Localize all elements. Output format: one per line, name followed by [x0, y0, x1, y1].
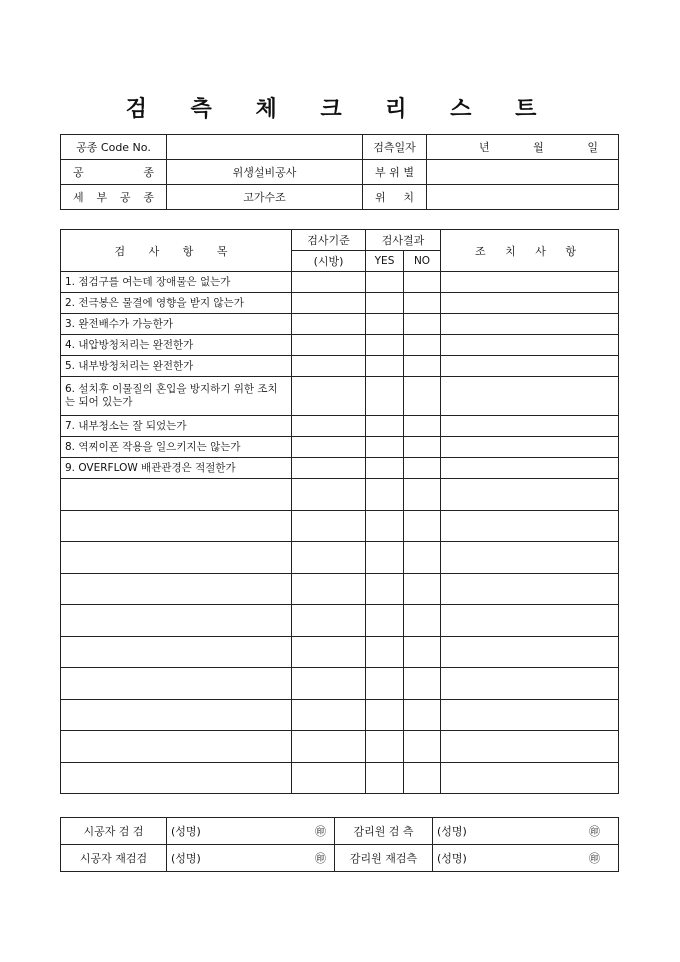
checklist-blank-row	[61, 510, 619, 542]
action-cell[interactable]	[441, 314, 619, 335]
standard-cell[interactable]	[292, 272, 366, 293]
yes-cell[interactable]	[366, 335, 404, 356]
checklist-item-text[interactable]	[61, 699, 292, 731]
no-cell[interactable]	[404, 699, 441, 731]
checklist-row	[61, 272, 619, 293]
part-value[interactable]	[427, 160, 619, 185]
checklist-item-text: 9. OVERFLOW 배관관경은 적절한가	[61, 458, 292, 479]
seal-icon: ㊞	[315, 852, 326, 865]
seal-icon: ㊞	[589, 852, 600, 865]
standard-cell[interactable]	[292, 762, 366, 794]
work-code-label: 공종 Code No.	[61, 135, 167, 160]
seal-icon: ㊞	[315, 825, 326, 838]
inspection-date-value[interactable]	[427, 135, 619, 160]
checklist-blank-row	[61, 605, 619, 637]
checklist-item-text[interactable]	[61, 668, 292, 700]
checklist-blank-row	[61, 668, 619, 700]
yes-cell[interactable]	[366, 542, 404, 574]
work-type-value[interactable]: 위생설비공사	[167, 160, 363, 185]
standard-cell[interactable]	[292, 573, 366, 605]
checklist-item-text[interactable]	[61, 573, 292, 605]
checklist-blank-row	[61, 699, 619, 731]
yes-cell[interactable]	[366, 416, 404, 437]
contractor-reinspection-signature[interactable]	[167, 845, 335, 872]
no-cell[interactable]	[404, 731, 441, 763]
checklist-item-text: 5. 내부방청처리는 완전한가	[61, 356, 292, 377]
checklist-item-text[interactable]	[61, 510, 292, 542]
header-item: 검 사 항 목	[61, 230, 292, 272]
supervisor-reinspection-label: 감리원 재검측	[335, 845, 433, 872]
standard-cell[interactable]	[292, 377, 366, 416]
standard-cell[interactable]	[292, 314, 366, 335]
standard-cell[interactable]	[292, 479, 366, 511]
standard-cell[interactable]	[292, 731, 366, 763]
yes-cell[interactable]	[366, 762, 404, 794]
action-cell[interactable]	[441, 356, 619, 377]
yes-cell[interactable]	[366, 668, 404, 700]
checklist-blank-row	[61, 762, 619, 794]
no-cell[interactable]	[404, 272, 441, 293]
header-standard-sub: (시방)	[292, 251, 366, 272]
checklist-item-text: 6. 설치후 이물질의 혼입을 방지하기 위한 조치는 되어 있는가	[61, 377, 292, 416]
no-cell[interactable]	[404, 636, 441, 668]
checklist-item-text[interactable]	[61, 731, 292, 763]
action-cell[interactable]	[441, 479, 619, 511]
yes-cell[interactable]	[366, 293, 404, 314]
standard-cell[interactable]	[292, 605, 366, 637]
checklist-item-text[interactable]	[61, 542, 292, 574]
yes-cell[interactable]	[366, 437, 404, 458]
no-cell[interactable]	[404, 573, 441, 605]
action-cell[interactable]	[441, 458, 619, 479]
action-cell[interactable]	[441, 293, 619, 314]
no-cell[interactable]	[404, 762, 441, 794]
standard-cell[interactable]	[292, 510, 366, 542]
checklist-blank-row	[61, 542, 619, 574]
yes-cell[interactable]	[366, 636, 404, 668]
standard-cell[interactable]	[292, 668, 366, 700]
checklist-item-text: 8. 역찌이폰 작용을 일으키지는 않는가	[61, 437, 292, 458]
no-cell[interactable]	[404, 416, 441, 437]
standard-cell[interactable]	[292, 356, 366, 377]
action-cell[interactable]	[441, 636, 619, 668]
checklist-row	[61, 377, 619, 416]
checklist-item-text: 4. 내압방청처리는 완전한가	[61, 335, 292, 356]
name-field: (성명)	[437, 852, 467, 865]
standard-cell[interactable]	[292, 416, 366, 437]
action-cell[interactable]	[441, 437, 619, 458]
action-cell[interactable]	[441, 699, 619, 731]
sub-work-type-value[interactable]: 고가수조	[167, 185, 363, 210]
yes-cell[interactable]	[366, 272, 404, 293]
date-day-unit: 일	[587, 141, 598, 154]
checklist-item-text[interactable]	[61, 605, 292, 637]
checklist-table	[60, 229, 619, 794]
yes-cell[interactable]	[366, 573, 404, 605]
checklist-item-text: 3. 완전배수가 가능한가	[61, 314, 292, 335]
work-type-label: 공 종	[61, 160, 167, 185]
action-cell[interactable]	[441, 668, 619, 700]
standard-cell[interactable]	[292, 699, 366, 731]
checklist-row	[61, 314, 619, 335]
yes-cell[interactable]	[366, 510, 404, 542]
date-month-unit: 월	[533, 141, 544, 154]
checklist-item-text: 7. 내부청소는 잘 되었는가	[61, 416, 292, 437]
no-cell[interactable]	[404, 479, 441, 511]
header-result: 검사결과	[366, 230, 441, 251]
action-cell[interactable]	[441, 542, 619, 574]
standard-cell[interactable]	[292, 542, 366, 574]
no-cell[interactable]	[404, 668, 441, 700]
checklist-item-text: 2. 전극봉은 물결에 영향을 받지 않는가	[61, 293, 292, 314]
yes-cell[interactable]	[366, 479, 404, 511]
action-cell[interactable]	[441, 510, 619, 542]
action-cell[interactable]	[441, 416, 619, 437]
yes-cell[interactable]	[366, 605, 404, 637]
location-value[interactable]	[427, 185, 619, 210]
contractor-reinspection-label: 시공자 재검검	[61, 845, 167, 872]
action-cell[interactable]	[441, 573, 619, 605]
part-label: 부 위 별	[363, 160, 427, 185]
header-yes: YES	[366, 251, 404, 272]
supervisor-inspection-signature[interactable]	[433, 818, 619, 845]
contractor-inspection-label: 시공자 검 검	[61, 818, 167, 845]
yes-cell[interactable]	[366, 699, 404, 731]
action-cell[interactable]	[441, 605, 619, 637]
yes-cell[interactable]	[366, 314, 404, 335]
signature-table	[60, 817, 619, 872]
standard-cell[interactable]	[292, 437, 366, 458]
yes-cell[interactable]	[366, 377, 404, 416]
action-cell[interactable]	[441, 335, 619, 356]
no-cell[interactable]	[404, 314, 441, 335]
inspection-date-label: 검측일자	[363, 135, 427, 160]
standard-cell[interactable]	[292, 458, 366, 479]
no-cell[interactable]	[404, 335, 441, 356]
checklist-row	[61, 356, 619, 377]
no-cell[interactable]	[404, 293, 441, 314]
header-standard: 검사기준	[292, 230, 366, 251]
info-table	[60, 134, 619, 210]
page-title: 검 측 체 크 리 스 트	[125, 96, 555, 122]
name-field: (성명)	[171, 825, 201, 838]
no-cell[interactable]	[404, 377, 441, 416]
header-action: 조 치 사 항	[441, 230, 619, 272]
action-cell[interactable]	[441, 731, 619, 763]
location-label: 위 치	[363, 185, 427, 210]
yes-cell[interactable]	[366, 356, 404, 377]
no-cell[interactable]	[404, 437, 441, 458]
checklist-row	[61, 458, 619, 479]
supervisor-reinspection-signature[interactable]	[433, 845, 619, 872]
checklist-blank-row	[61, 636, 619, 668]
no-cell[interactable]	[404, 356, 441, 377]
yes-cell[interactable]	[366, 731, 404, 763]
action-cell[interactable]	[441, 272, 619, 293]
no-cell[interactable]	[404, 605, 441, 637]
checklist-row	[61, 437, 619, 458]
supervisor-inspection-label: 감리원 검 측	[335, 818, 433, 845]
standard-cell[interactable]	[292, 293, 366, 314]
name-field: (성명)	[171, 852, 201, 865]
name-field: (성명)	[437, 825, 467, 838]
checklist-row	[61, 293, 619, 314]
contractor-inspection-signature[interactable]	[167, 818, 335, 845]
checklist-item-text[interactable]	[61, 636, 292, 668]
standard-cell[interactable]	[292, 636, 366, 668]
checklist-blank-row	[61, 731, 619, 763]
checklist-blank-row	[61, 573, 619, 605]
action-cell[interactable]	[441, 377, 619, 416]
checklist-item-text[interactable]	[61, 479, 292, 511]
seal-icon: ㊞	[589, 825, 600, 838]
no-cell[interactable]	[404, 510, 441, 542]
work-code-value[interactable]	[167, 135, 363, 160]
yes-cell[interactable]	[366, 458, 404, 479]
checklist-row	[61, 335, 619, 356]
checklist-item-text[interactable]	[61, 762, 292, 794]
action-cell[interactable]	[441, 762, 619, 794]
checklist-row	[61, 416, 619, 437]
checklist-blank-row	[61, 479, 619, 511]
date-year-unit: 년	[479, 141, 490, 154]
standard-cell[interactable]	[292, 335, 366, 356]
checklist-item-text: 1. 점검구를 여는데 장애물은 없는가	[61, 272, 292, 293]
sub-work-type-label: 세 부 공 종	[61, 185, 167, 210]
no-cell[interactable]	[404, 542, 441, 574]
header-no: NO	[404, 251, 441, 272]
no-cell[interactable]	[404, 458, 441, 479]
